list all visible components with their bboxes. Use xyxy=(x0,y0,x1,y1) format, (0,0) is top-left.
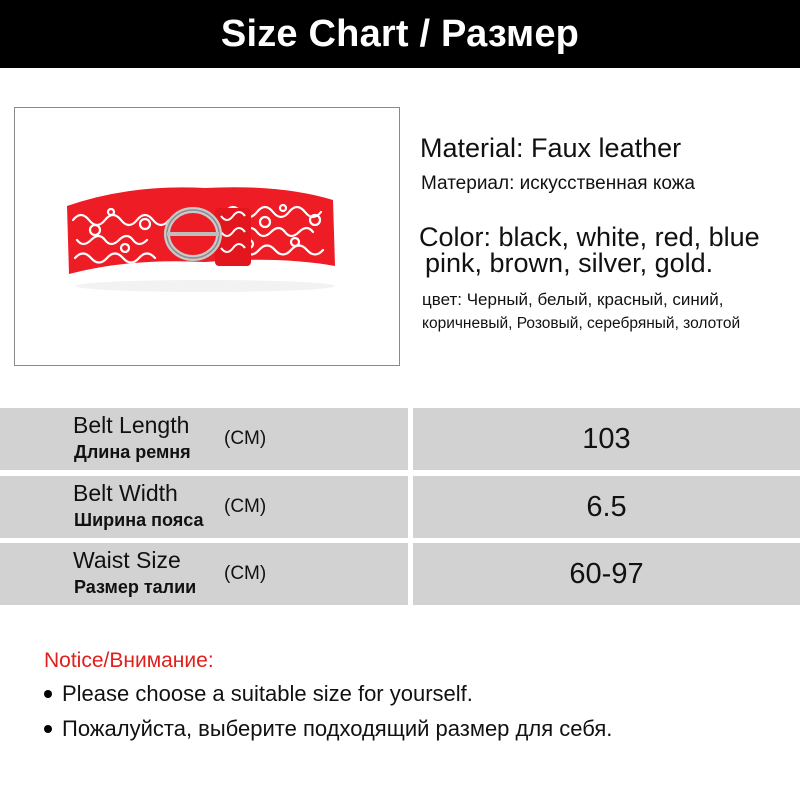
row-value-cell xyxy=(413,408,800,470)
row-value: 6.5 xyxy=(586,490,627,523)
row-value: 60-97 xyxy=(569,557,644,590)
color-en-line2: pink, brown, silver, gold. xyxy=(425,248,714,278)
color-en-line1: Color: black, white, red, blue xyxy=(419,222,760,252)
header-bar xyxy=(0,0,800,68)
row-label-cell xyxy=(0,476,408,538)
material-en: Material: Faux leather xyxy=(420,133,682,163)
notice-title: Notice/Внимание: xyxy=(44,649,214,672)
color-ru-line2: коричневый, Розовый, серебряный, золотой xyxy=(422,315,741,332)
row-unit: (CM) xyxy=(224,496,267,517)
row-label-en: Waist Size xyxy=(73,547,181,573)
row-label-ru: Ширина пояса xyxy=(74,510,204,530)
row-label-en: Belt Length xyxy=(73,412,190,438)
row-label-ru: Размер талии xyxy=(74,577,197,597)
list-item xyxy=(44,681,473,707)
page-title: Size Chart / Размер xyxy=(220,12,580,55)
row-value: 103 xyxy=(582,422,631,455)
bullet-icon xyxy=(44,690,52,698)
color-ru-line1: цвет: Черный, белый, красный, синий, xyxy=(422,290,724,309)
row-label-ru: Длина ремня xyxy=(74,442,191,462)
table-row xyxy=(0,543,800,605)
notice-text: Пожалуйста, выберите подходящий размер для себя. xyxy=(62,716,613,741)
red-belt-image xyxy=(15,108,400,366)
row-label-cell xyxy=(0,408,408,470)
row-unit: (CM) xyxy=(224,563,267,584)
table-row xyxy=(0,476,800,538)
table-row xyxy=(0,408,800,470)
material-ru: Материал: искусственная кожа xyxy=(421,173,695,194)
list-item xyxy=(44,716,612,742)
row-label-cell xyxy=(0,543,408,605)
row-label-en: Belt Width xyxy=(73,480,178,506)
product-photo xyxy=(14,107,400,366)
row-unit: (CM) xyxy=(224,428,267,449)
row-value-cell xyxy=(413,476,800,538)
row-value-cell xyxy=(413,543,800,605)
bullet-icon xyxy=(44,725,52,733)
notice-text: Please choose a suitable size for yourself. xyxy=(62,681,473,706)
